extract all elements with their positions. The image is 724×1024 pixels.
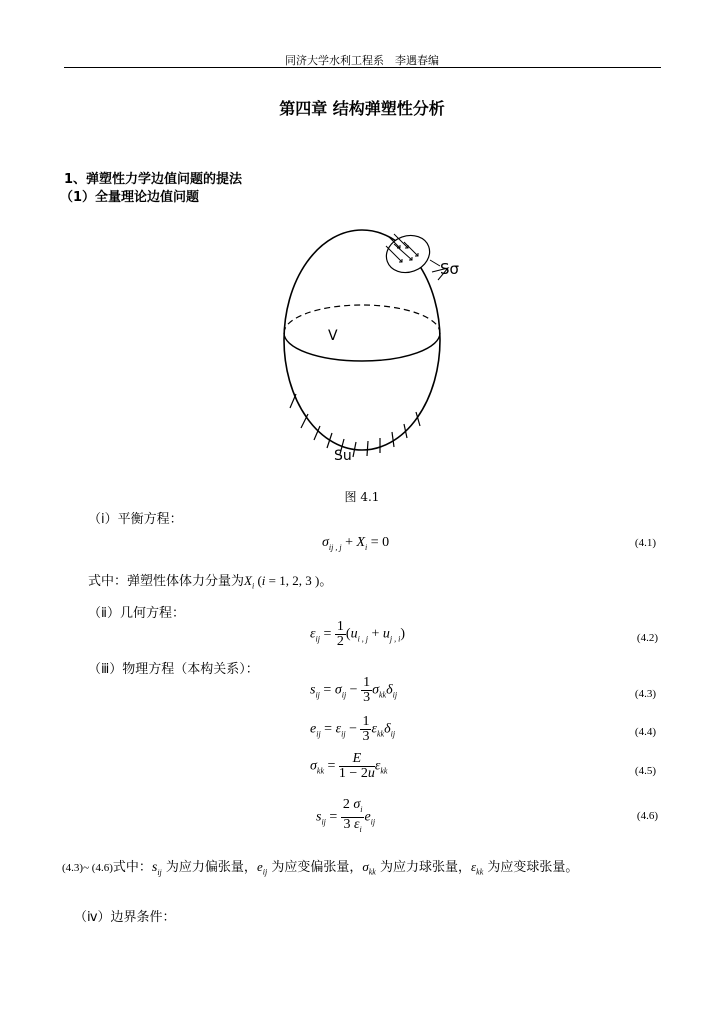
definitions-prefix: (4.3)~ (4.6): [62, 862, 113, 874]
definitions-zhong: 式中：: [112, 860, 152, 875]
item-physical-title: （ⅲ）物理方程（本构关系）：: [88, 662, 259, 677]
equation-number-4-2: (4.2): [636, 632, 658, 644]
figure-label-v: V: [328, 328, 338, 344]
equation-4-5: $\sigma_{kk}$ = $\frac{E}{1 - 2u}$ $\varepsilon_{kk}$: [310, 751, 388, 781]
figure-caption: 图 4.1: [344, 490, 380, 504]
equation-number-4-4: (4.4): [634, 726, 656, 738]
equilibrium-note-prefix: 式中：弹塑性体体力分量为: [88, 574, 245, 589]
item-geometric-title: （ⅱ）几何方程：: [88, 606, 185, 621]
equation-4-6: $s_{ij}$ = $\frac{2 \sigma_i}{3 \varepsilon_i}$ $e_{ij}$: [316, 797, 376, 834]
equation-number-4-3: (4.3): [634, 688, 656, 700]
equation-4-3: $s_{ij} = \sigma_{ij}$ − $\frac{1}{3}$ $\sigma_{kk}\delta_{ij}$: [310, 675, 398, 705]
page-header: 同济大学水利工程系 李遇春编: [285, 54, 439, 67]
equation-number-4-6: (4.6): [636, 810, 658, 822]
equation-4-2: $\varepsilon_{ij}$ = $\frac{1}{2}$ $(u_{i , j} + u_{j , i})$: [310, 619, 406, 649]
definitions-line: (4.3)~ (4.6)式中：$s_{ij}$ 为应力偏张量，$e_{ij}$ 为应变偏张量，$\sigma_{kk}$ 为应力球张量，$\varepsilon_{kk}$ 为应变球张量。: [62, 859, 579, 877]
s-description: 为应力偏张量，: [165, 860, 257, 875]
e-description: 为应变偏张量，: [271, 860, 363, 875]
equation-number-4-1: (4.1): [634, 537, 656, 549]
figure-ellipsoid: [270, 228, 470, 468]
subsection-heading: （1）全量理论边值问题: [60, 190, 200, 205]
eps-description: 为应变球张量。: [487, 860, 579, 875]
equation-4-4: $e_{ij} = \varepsilon_{ij}$ − $\frac{1}{3}$ $\varepsilon_{kk}\delta_{ij}$: [310, 714, 396, 744]
sigma-description: 为应力球张量，: [380, 860, 472, 875]
su-hatching: [290, 394, 420, 457]
equator-front: [284, 333, 440, 361]
equation-number-4-5: (4.5): [634, 765, 656, 777]
figure-label-s-sigma: Sσ: [440, 260, 460, 278]
item-equilibrium-title: （ⅰ）平衡方程：: [88, 512, 183, 527]
equilibrium-note: 式中：弹塑性体体力分量为$X_i$ (i = 1, 2, 3 )。: [88, 573, 333, 591]
chapter-title: 第四章 结构弹塑性分析: [279, 99, 445, 118]
equator-back: [284, 305, 440, 333]
item-boundary-title: （ⅳ）边界条件：: [74, 910, 176, 925]
section-heading: 1、弹塑性力学边值问题的提法: [64, 172, 243, 187]
header-rule: [64, 67, 661, 68]
figure-label-su: Su: [334, 448, 352, 464]
equation-4-1: $\sigma_{ij , j} + X_i = 0$: [322, 535, 390, 552]
equilibrium-note-suffix: 。: [319, 574, 333, 589]
